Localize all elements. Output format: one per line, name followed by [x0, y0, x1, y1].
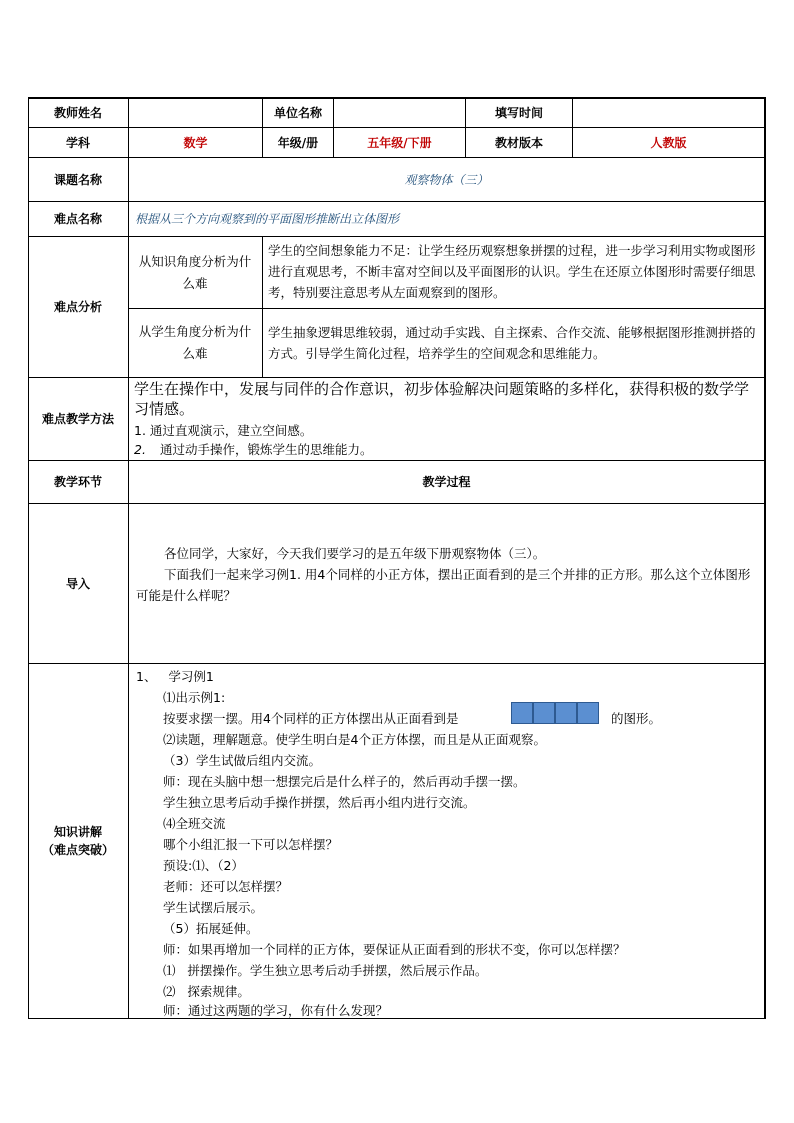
student-angle-text: 学生抽象逻辑思维较弱，通过动手实践、自主探索、合作交流、能够根据图形推测拼搭的方式。引导学生简化过程，培养学生的空间观念和思维能力。 [268, 325, 756, 361]
step-1-instruction: 按要求摆一摆。用4个同样的正方体摆出从正面看到是 [163, 711, 459, 726]
knowledge-angle-text: 学生的空间想象能力不足：让学生经历观察想象拼摆的过程，进一步学习利用实物或图形进行直观思考，不断丰富对空间以及平面图形的认识。学生在还原立体图形时需要仔细思考，特别要注意思考从左面观察到的图形。 [268, 243, 756, 300]
lesson-title-value: 观察物体（三） [404, 172, 489, 187]
question-line: 哪个小组汇报一下可以怎样摆？ [163, 837, 339, 852]
teacher-name-label: 教师姓名 [53, 105, 102, 120]
method-intro: 学生在操作中，发展与同伴的合作意识，初步体验解决问题策略的多样化，获得积极的数学学习情感。 [134, 380, 750, 418]
front-view-figure [511, 702, 599, 724]
grade-label: 年级/册 [277, 135, 319, 150]
unit-name-value [334, 98, 465, 127]
square-shape [511, 702, 533, 724]
step-4-class-discussion: ⑷全班交流 [163, 816, 226, 831]
teaching-segment-header: 教学环节 [53, 475, 102, 489]
table-border [764, 97, 766, 1019]
knowledge-label-line-1: 知识讲解 [53, 825, 102, 839]
intro-paragraph-2: 下面我们一起来学习例1. 用4个同样的小正方体，摆出正面看到的是三个并排的正方形。那么这个立体图形可能是什么样呢？ [136, 567, 751, 603]
step-1-show-example: ⑴出示例1: [163, 690, 226, 705]
intro-paragraph-1: 各位同学，大家好，今天我们要学习的是五年级下册观察物体（三）。 [164, 546, 546, 561]
knowledge-label [28, 664, 128, 1018]
teacher-line-4: 师：通过这两题的学习，你有什么发现？ [163, 1003, 389, 1018]
method-item-1: 1. 通过直观演示，建立空间感。 [134, 423, 313, 438]
square-shape [533, 702, 555, 724]
lesson-title-label: 课题名称 [53, 172, 102, 187]
analysis-label: 难点分析 [53, 300, 102, 314]
subject-label: 学科 [65, 135, 90, 150]
teaching-process-header: 教学过程 [422, 475, 471, 489]
step-2-read-problem: ⑵读题，理解题意。使学生明白是4个正方体摆，而且是从正面观察。 [163, 732, 546, 747]
method-item-2: 通过动手操作，锻炼学生的思维能力。 [160, 442, 373, 457]
step-3-group-discussion: （3）学生试做后组内交流。 [163, 753, 321, 768]
method-item-2-number: 2. [134, 442, 146, 457]
step-5-extension: （5）拓展延伸。 [163, 921, 259, 936]
teacher-name-value [129, 98, 262, 127]
step-1-instruction-end: 的图形。 [611, 711, 662, 726]
teacher-line-2: 老师：还可以怎样摆？ [163, 879, 289, 894]
table-border [128, 97, 129, 1019]
intro-label: 导入 [65, 576, 90, 591]
teacher-line-3: 师：如果再增加一个同样的正方体，要保证从正面看到的形状不变，你可以怎样摆？ [163, 942, 626, 957]
fill-time-label: 填写时间 [494, 105, 543, 120]
subject-value: 数学 [183, 135, 208, 150]
student-angle-label: 从学生角度分析为什么难 [138, 324, 252, 361]
sub-step-1: ⑴ 拼摆操作。学生独立思考后动手拼摆，然后展示作品。 [163, 963, 488, 978]
unit-name-label: 单位名称 [273, 105, 322, 120]
difficulty-name-value: 根据从三个方向观察到的平面图形推断出立体图形 [135, 212, 400, 226]
square-shape [555, 702, 577, 724]
knowledge-angle-label: 从知识角度分析为什么难 [138, 253, 252, 291]
teacher-line-1: 师：现在头脑中想一想摆完后是什么样子的，然后再动手摆一摆。 [163, 774, 526, 789]
table-border [28, 503, 765, 504]
square-shape [577, 702, 599, 724]
method-label: 难点教学方法 [41, 412, 114, 426]
grade-value: 五年级/下册 [367, 135, 432, 150]
knowledge-label-line-2: （难点突破） [41, 843, 114, 857]
table-border [28, 663, 765, 664]
table-border [28, 377, 765, 378]
fill-time-value [573, 98, 764, 127]
student-line-1: 学生独立思考后动手操作拼摆，然后再小组内进行交流。 [163, 795, 476, 810]
difficulty-name-label: 难点名称 [53, 212, 102, 226]
edition-label: 教材版本 [494, 135, 543, 150]
edition-value: 人教版 [650, 135, 687, 150]
preset-line: 预设:⑴、（2） [163, 858, 244, 873]
table-border [28, 1018, 765, 1019]
table-border [262, 236, 263, 377]
sub-step-2: ⑵ 探索规律。 [163, 984, 250, 999]
student-line-2: 学生试摆后展示。 [163, 900, 264, 915]
step-1-heading: 1、 学习例1 [136, 669, 214, 684]
